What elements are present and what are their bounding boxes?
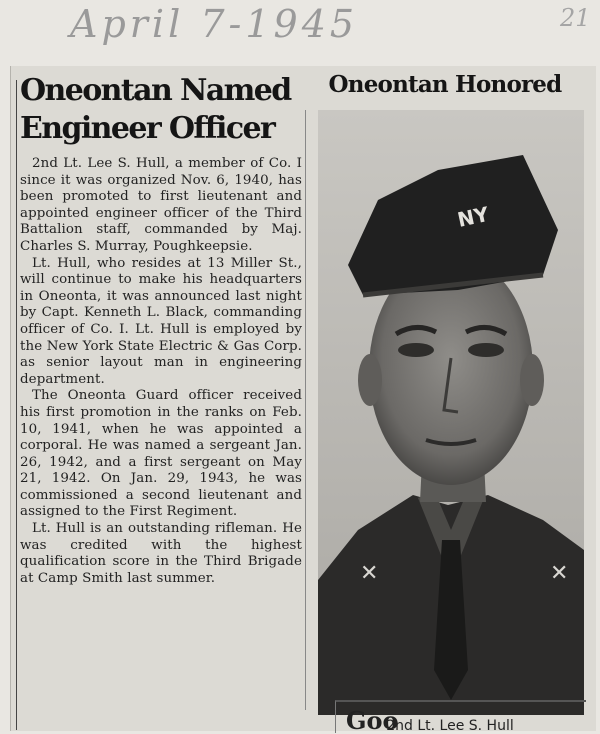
column-rule-middle [305,110,306,710]
cap-insignia: NY [455,201,491,232]
photo-headline: Oneontan Honored [328,71,562,98]
column-rule-left [16,80,17,730]
article-paragraph: 2nd Lt. Lee S. Hull, a member of Co. I since it was organized Nov. 6, 1940, has been promoted to first lieutenant and appointed engineer officer of the Third Battalion staff, commanded by Maj. Charles S. Murray, Poughkeepsie. [20,156,302,254]
article-headline [20,72,302,148]
next-clipping-fragment [335,700,586,733]
article-body [20,156,302,587]
photo-caption: 2nd Lt. Lee S. Hull [386,718,514,734]
portrait-illustration [318,110,584,715]
svg-text:✕: ✕ [360,561,379,586]
article-paragraph: The Oneonta Guard officer received his first promotion in the ranks on Feb. 10, 1941, when he was appointed a corporal. He was named a sergeant Jan. 26, 1942, and a first sergeant on May 21, 1942. On Jan. 29, 1943, he was commissioned a second lieutenant and assigned to the First Regiment. [20,388,302,520]
headline-line-1: Oneontan Named [20,73,291,108]
svg-text:✕: ✕ [550,561,569,586]
article-column [20,72,302,587]
handwritten-corner-note: 21 [560,4,591,32]
article-paragraph: Lt. Hull is an outstanding rifleman. He was credited with the highest qualification score in the Third Brigade at Camp Smith last summer. [20,521,302,586]
headline-line-2: Engineer Officer [20,111,275,146]
next-clipping-headline: Goo [346,706,399,733]
portrait-photo [318,110,584,715]
article-paragraph: Lt. Hull, who resides at 13 Miller St., will continue to make his headquarters in Oneonta, it was announced last night by Capt. Kenneth L. Black, commanding officer of Co. I. Lt. Hull is employed by the New York State Electric & Gas Corp. as senior layout man in engineering department. [20,255,302,387]
handwritten-date: April 7-1945 [70,2,359,46]
